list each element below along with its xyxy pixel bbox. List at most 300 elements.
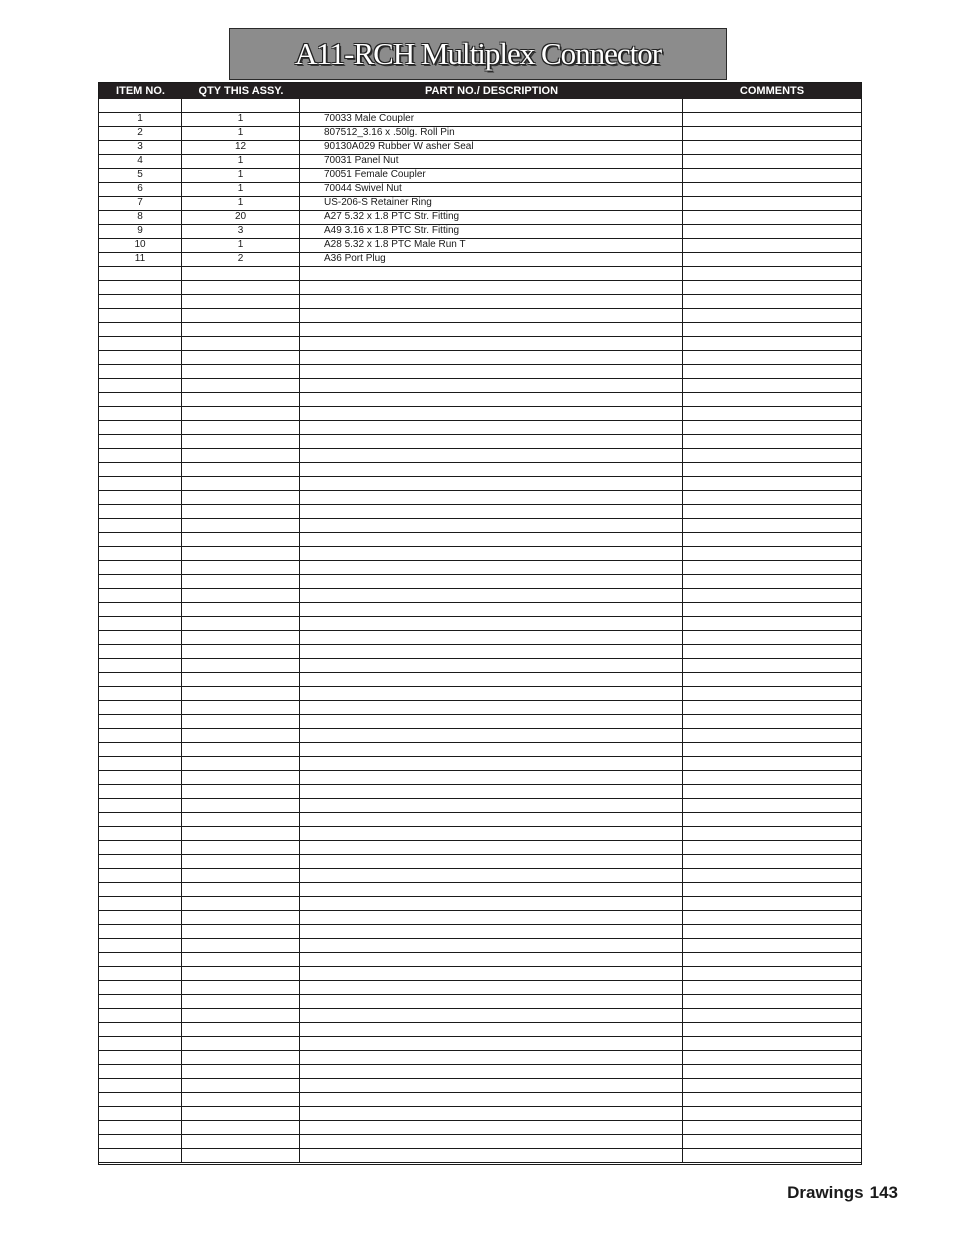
table-row bbox=[99, 827, 861, 841]
cell-item-no bbox=[99, 393, 182, 406]
cell-qty bbox=[182, 771, 300, 784]
table-row bbox=[99, 561, 861, 575]
cell-description bbox=[300, 1093, 683, 1106]
cell-description bbox=[300, 1051, 683, 1064]
cell-item-no bbox=[99, 1149, 182, 1162]
cell-description bbox=[300, 365, 683, 378]
table-row bbox=[99, 841, 861, 855]
cell-qty bbox=[182, 1107, 300, 1120]
cell-qty bbox=[182, 813, 300, 826]
table-row bbox=[99, 99, 861, 113]
table-row bbox=[99, 547, 861, 561]
cell-comments bbox=[683, 603, 861, 616]
cell-comments bbox=[683, 1121, 861, 1134]
table-row bbox=[99, 491, 861, 505]
cell-item-no bbox=[99, 547, 182, 560]
cell-comments bbox=[683, 1023, 861, 1036]
cell-item-no bbox=[99, 1023, 182, 1036]
cell-description bbox=[300, 771, 683, 784]
table-row bbox=[99, 995, 861, 1009]
table-row bbox=[99, 813, 861, 827]
table-row bbox=[99, 1135, 861, 1149]
cell-item-no bbox=[99, 1051, 182, 1064]
cell-comments bbox=[683, 785, 861, 798]
cell-item-no bbox=[99, 337, 182, 350]
cell-qty bbox=[182, 575, 300, 588]
cell-qty bbox=[182, 659, 300, 672]
table-row bbox=[99, 155, 861, 169]
cell-comments bbox=[683, 1037, 861, 1050]
cell-qty bbox=[182, 351, 300, 364]
cell-description bbox=[300, 99, 683, 112]
cell-description bbox=[300, 1065, 683, 1078]
cell-qty bbox=[182, 827, 300, 840]
table-row bbox=[99, 407, 861, 421]
cell-qty bbox=[182, 519, 300, 532]
table-row bbox=[99, 589, 861, 603]
table-row bbox=[99, 869, 861, 883]
cell-item-no bbox=[99, 491, 182, 504]
table-row bbox=[99, 575, 861, 589]
cell-description: A27 5.32 x 1.8 PTC Str. Fitting bbox=[300, 211, 683, 224]
table-row bbox=[99, 477, 861, 491]
cell-item-no bbox=[99, 505, 182, 518]
cell-description bbox=[300, 393, 683, 406]
cell-item-no bbox=[99, 99, 182, 112]
cell-comments bbox=[683, 575, 861, 588]
cell-comments bbox=[683, 925, 861, 938]
cell-item-no bbox=[99, 687, 182, 700]
table-row bbox=[99, 1037, 861, 1051]
cell-comments bbox=[683, 337, 861, 350]
cell-qty bbox=[182, 449, 300, 462]
cell-qty bbox=[182, 547, 300, 560]
cell-qty: 12 bbox=[182, 141, 300, 154]
table-row bbox=[99, 505, 861, 519]
cell-item-no bbox=[99, 645, 182, 658]
cell-description bbox=[300, 911, 683, 924]
cell-qty bbox=[182, 925, 300, 938]
cell-description bbox=[300, 463, 683, 476]
table-body bbox=[99, 99, 861, 1163]
cell-description bbox=[300, 799, 683, 812]
cell-item-no bbox=[99, 407, 182, 420]
cell-description bbox=[300, 1149, 683, 1162]
cell-comments bbox=[683, 365, 861, 378]
cell-item-no bbox=[99, 1093, 182, 1106]
cell-item-no bbox=[99, 925, 182, 938]
cell-item-no bbox=[99, 659, 182, 672]
cell-description bbox=[300, 785, 683, 798]
cell-description: 70031 Panel Nut bbox=[300, 155, 683, 168]
cell-comments bbox=[683, 701, 861, 714]
table-row bbox=[99, 1023, 861, 1037]
cell-qty bbox=[182, 281, 300, 294]
cell-qty bbox=[182, 589, 300, 602]
cell-qty: 2 bbox=[182, 253, 300, 266]
table-row bbox=[99, 939, 861, 953]
cell-description bbox=[300, 617, 683, 630]
cell-comments bbox=[683, 813, 861, 826]
cell-qty bbox=[182, 687, 300, 700]
cell-description bbox=[300, 743, 683, 756]
cell-comments bbox=[683, 827, 861, 840]
cell-comments bbox=[683, 127, 861, 140]
cell-description bbox=[300, 645, 683, 658]
cell-qty bbox=[182, 435, 300, 448]
table-row bbox=[99, 617, 861, 631]
cell-qty bbox=[182, 1009, 300, 1022]
table-row bbox=[99, 449, 861, 463]
cell-item-no: 5 bbox=[99, 169, 182, 182]
cell-comments bbox=[683, 645, 861, 658]
cell-description bbox=[300, 659, 683, 672]
cell-comments bbox=[683, 589, 861, 602]
cell-item-no bbox=[99, 449, 182, 462]
header-qty: QTY THIS ASSY. bbox=[198, 85, 284, 97]
page-footer bbox=[781, 1183, 898, 1203]
cell-item-no bbox=[99, 771, 182, 784]
cell-item-no bbox=[99, 267, 182, 280]
cell-comments bbox=[683, 267, 861, 280]
cell-qty bbox=[182, 603, 300, 616]
table-row bbox=[99, 435, 861, 449]
cell-qty bbox=[182, 267, 300, 280]
cell-qty bbox=[182, 505, 300, 518]
cell-qty bbox=[182, 1079, 300, 1092]
cell-item-no bbox=[99, 281, 182, 294]
cell-qty bbox=[182, 463, 300, 476]
cell-description bbox=[300, 897, 683, 910]
cell-item-no bbox=[99, 869, 182, 882]
cell-comments bbox=[683, 351, 861, 364]
table-row bbox=[99, 1009, 861, 1023]
cell-description bbox=[300, 1037, 683, 1050]
cell-description bbox=[300, 687, 683, 700]
cell-qty: 1 bbox=[182, 183, 300, 196]
table-row bbox=[99, 253, 861, 267]
table-row bbox=[99, 687, 861, 701]
cell-qty bbox=[182, 715, 300, 728]
header-comments: COMMENTS bbox=[739, 85, 805, 97]
footer-page-number: 143 bbox=[869, 1183, 898, 1202]
table-row bbox=[99, 897, 861, 911]
cell-item-no: 3 bbox=[99, 141, 182, 154]
cell-qty bbox=[182, 869, 300, 882]
cell-item-no: 6 bbox=[99, 183, 182, 196]
cell-qty bbox=[182, 1135, 300, 1148]
table-row bbox=[99, 295, 861, 309]
table-row bbox=[99, 701, 861, 715]
table-header bbox=[99, 83, 861, 99]
cell-description bbox=[300, 379, 683, 392]
cell-qty bbox=[182, 981, 300, 994]
cell-comments bbox=[683, 295, 861, 308]
cell-description bbox=[300, 1023, 683, 1036]
cell-item-no bbox=[99, 435, 182, 448]
cell-description bbox=[300, 827, 683, 840]
cell-description bbox=[300, 533, 683, 546]
cell-comments bbox=[683, 547, 861, 560]
cell-comments bbox=[683, 659, 861, 672]
cell-description: A36 Port Plug bbox=[300, 253, 683, 266]
cell-description bbox=[300, 855, 683, 868]
cell-comments bbox=[683, 169, 861, 182]
cell-item-no bbox=[99, 897, 182, 910]
cell-description bbox=[300, 281, 683, 294]
cell-comments bbox=[683, 435, 861, 448]
cell-description bbox=[300, 869, 683, 882]
table-row bbox=[99, 981, 861, 995]
cell-comments bbox=[683, 519, 861, 532]
cell-comments bbox=[683, 491, 861, 504]
table-row bbox=[99, 239, 861, 253]
cell-comments bbox=[683, 309, 861, 322]
cell-item-no bbox=[99, 995, 182, 1008]
cell-item-no bbox=[99, 477, 182, 490]
cell-comments bbox=[683, 939, 861, 952]
cell-qty bbox=[182, 407, 300, 420]
table-row bbox=[99, 393, 861, 407]
cell-qty: 3 bbox=[182, 225, 300, 238]
cell-description bbox=[300, 421, 683, 434]
cell-qty: 1 bbox=[182, 127, 300, 140]
cell-qty bbox=[182, 743, 300, 756]
cell-comments bbox=[683, 757, 861, 770]
cell-description bbox=[300, 939, 683, 952]
cell-description bbox=[300, 1135, 683, 1148]
cell-item-no bbox=[99, 841, 182, 854]
cell-qty bbox=[182, 1051, 300, 1064]
cell-item-no bbox=[99, 1121, 182, 1134]
cell-description: 70051 Female Coupler bbox=[300, 169, 683, 182]
cell-item-no bbox=[99, 1107, 182, 1120]
cell-qty: 1 bbox=[182, 239, 300, 252]
cell-comments bbox=[683, 1135, 861, 1148]
cell-comments bbox=[683, 1093, 861, 1106]
cell-qty bbox=[182, 1023, 300, 1036]
cell-comments bbox=[683, 995, 861, 1008]
cell-item-no bbox=[99, 1009, 182, 1022]
cell-description bbox=[300, 729, 683, 742]
cell-qty bbox=[182, 617, 300, 630]
table-row bbox=[99, 519, 861, 533]
cell-item-no bbox=[99, 743, 182, 756]
cell-item-no bbox=[99, 715, 182, 728]
table-row bbox=[99, 729, 861, 743]
cell-qty bbox=[182, 953, 300, 966]
table-row bbox=[99, 169, 861, 183]
table-row bbox=[99, 463, 861, 477]
cell-qty: 1 bbox=[182, 155, 300, 168]
cell-qty bbox=[182, 421, 300, 434]
cell-comments bbox=[683, 463, 861, 476]
cell-qty bbox=[182, 491, 300, 504]
table-row bbox=[99, 855, 861, 869]
cell-description: 70033 Male Coupler bbox=[300, 113, 683, 126]
cell-comments bbox=[683, 211, 861, 224]
table-row bbox=[99, 743, 861, 757]
cell-comments bbox=[683, 673, 861, 686]
table-row bbox=[99, 365, 861, 379]
cell-item-no bbox=[99, 855, 182, 868]
cell-comments bbox=[683, 1149, 861, 1162]
cell-description bbox=[300, 505, 683, 518]
cell-description bbox=[300, 1121, 683, 1134]
cell-comments bbox=[683, 1009, 861, 1022]
cell-comments bbox=[683, 869, 861, 882]
table-row bbox=[99, 197, 861, 211]
cell-qty bbox=[182, 645, 300, 658]
table-row bbox=[99, 911, 861, 925]
cell-description bbox=[300, 715, 683, 728]
cell-item-no: 2 bbox=[99, 127, 182, 140]
table-row bbox=[99, 183, 861, 197]
cell-description bbox=[300, 575, 683, 588]
cell-comments bbox=[683, 379, 861, 392]
cell-comments bbox=[683, 239, 861, 252]
cell-description: 807512_3.16 x .50lg. Roll Pin bbox=[300, 127, 683, 140]
cell-item-no bbox=[99, 365, 182, 378]
cell-description bbox=[300, 323, 683, 336]
cell-comments bbox=[683, 1051, 861, 1064]
cell-description bbox=[300, 477, 683, 490]
cell-item-no bbox=[99, 351, 182, 364]
table-row bbox=[99, 309, 861, 323]
cell-item-no: 10 bbox=[99, 239, 182, 252]
table-row bbox=[99, 225, 861, 239]
cell-comments bbox=[683, 99, 861, 112]
cell-description bbox=[300, 967, 683, 980]
cell-item-no: 7 bbox=[99, 197, 182, 210]
cell-qty bbox=[182, 533, 300, 546]
cell-item-no bbox=[99, 519, 182, 532]
cell-description bbox=[300, 995, 683, 1008]
table-row bbox=[99, 645, 861, 659]
cell-item-no bbox=[99, 729, 182, 742]
cell-item-no bbox=[99, 799, 182, 812]
cell-item-no bbox=[99, 1135, 182, 1148]
table-row bbox=[99, 337, 861, 351]
cell-comments bbox=[683, 281, 861, 294]
table-row bbox=[99, 771, 861, 785]
cell-comments bbox=[683, 855, 861, 868]
cell-item-no: 11 bbox=[99, 253, 182, 266]
table-row bbox=[99, 533, 861, 547]
cell-item-no bbox=[99, 701, 182, 714]
cell-comments bbox=[683, 911, 861, 924]
cell-description bbox=[300, 701, 683, 714]
table-row bbox=[99, 1079, 861, 1093]
table-row bbox=[99, 141, 861, 155]
cell-item-no: 8 bbox=[99, 211, 182, 224]
cell-comments bbox=[683, 631, 861, 644]
cell-qty bbox=[182, 1037, 300, 1050]
cell-comments bbox=[683, 449, 861, 462]
cell-qty bbox=[182, 99, 300, 112]
cell-qty: 1 bbox=[182, 197, 300, 210]
table-row bbox=[99, 785, 861, 799]
cell-comments bbox=[683, 225, 861, 238]
cell-item-no bbox=[99, 533, 182, 546]
cell-description bbox=[300, 1009, 683, 1022]
cell-item-no bbox=[99, 295, 182, 308]
cell-comments bbox=[683, 981, 861, 994]
cell-comments bbox=[683, 323, 861, 336]
cell-comments bbox=[683, 561, 861, 574]
cell-item-no bbox=[99, 939, 182, 952]
cell-item-no bbox=[99, 883, 182, 896]
cell-comments bbox=[683, 505, 861, 518]
cell-description bbox=[300, 589, 683, 602]
cell-item-no bbox=[99, 561, 182, 574]
cell-comments bbox=[683, 743, 861, 756]
cell-qty bbox=[182, 757, 300, 770]
cell-qty bbox=[182, 393, 300, 406]
cell-description bbox=[300, 407, 683, 420]
table-row bbox=[99, 211, 861, 225]
cell-comments bbox=[683, 967, 861, 980]
table-row bbox=[99, 351, 861, 365]
cell-item-no bbox=[99, 953, 182, 966]
cell-description: A28 5.32 x 1.8 PTC Male Run T bbox=[300, 239, 683, 252]
table-row bbox=[99, 953, 861, 967]
cell-qty bbox=[182, 337, 300, 350]
table-row bbox=[99, 883, 861, 897]
cell-qty bbox=[182, 295, 300, 308]
cell-comments bbox=[683, 407, 861, 420]
cell-item-no bbox=[99, 757, 182, 770]
cell-comments bbox=[683, 841, 861, 854]
cell-item-no bbox=[99, 463, 182, 476]
cell-description bbox=[300, 673, 683, 686]
table-row bbox=[99, 799, 861, 813]
cell-description bbox=[300, 351, 683, 364]
cell-description bbox=[300, 631, 683, 644]
cell-comments bbox=[683, 1107, 861, 1120]
cell-description bbox=[300, 295, 683, 308]
cell-comments bbox=[683, 113, 861, 126]
cell-comments bbox=[683, 477, 861, 490]
cell-qty: 20 bbox=[182, 211, 300, 224]
table-row bbox=[99, 757, 861, 771]
cell-description bbox=[300, 561, 683, 574]
cell-item-no bbox=[99, 813, 182, 826]
cell-item-no bbox=[99, 379, 182, 392]
cell-qty bbox=[182, 1121, 300, 1134]
table-row bbox=[99, 715, 861, 729]
table-row bbox=[99, 421, 861, 435]
cell-item-no: 1 bbox=[99, 113, 182, 126]
cell-qty bbox=[182, 323, 300, 336]
cell-comments bbox=[683, 771, 861, 784]
cell-description bbox=[300, 981, 683, 994]
cell-item-no bbox=[99, 589, 182, 602]
table-row bbox=[99, 113, 861, 127]
cell-qty bbox=[182, 995, 300, 1008]
cell-description bbox=[300, 449, 683, 462]
table-row bbox=[99, 631, 861, 645]
cell-description bbox=[300, 1107, 683, 1120]
cell-description bbox=[300, 883, 683, 896]
table-row bbox=[99, 967, 861, 981]
table-row bbox=[99, 673, 861, 687]
table-row bbox=[99, 659, 861, 673]
cell-qty bbox=[182, 967, 300, 980]
cell-description: 90130A029 Rubber W asher Seal bbox=[300, 141, 683, 154]
cell-item-no bbox=[99, 421, 182, 434]
cell-description bbox=[300, 757, 683, 770]
